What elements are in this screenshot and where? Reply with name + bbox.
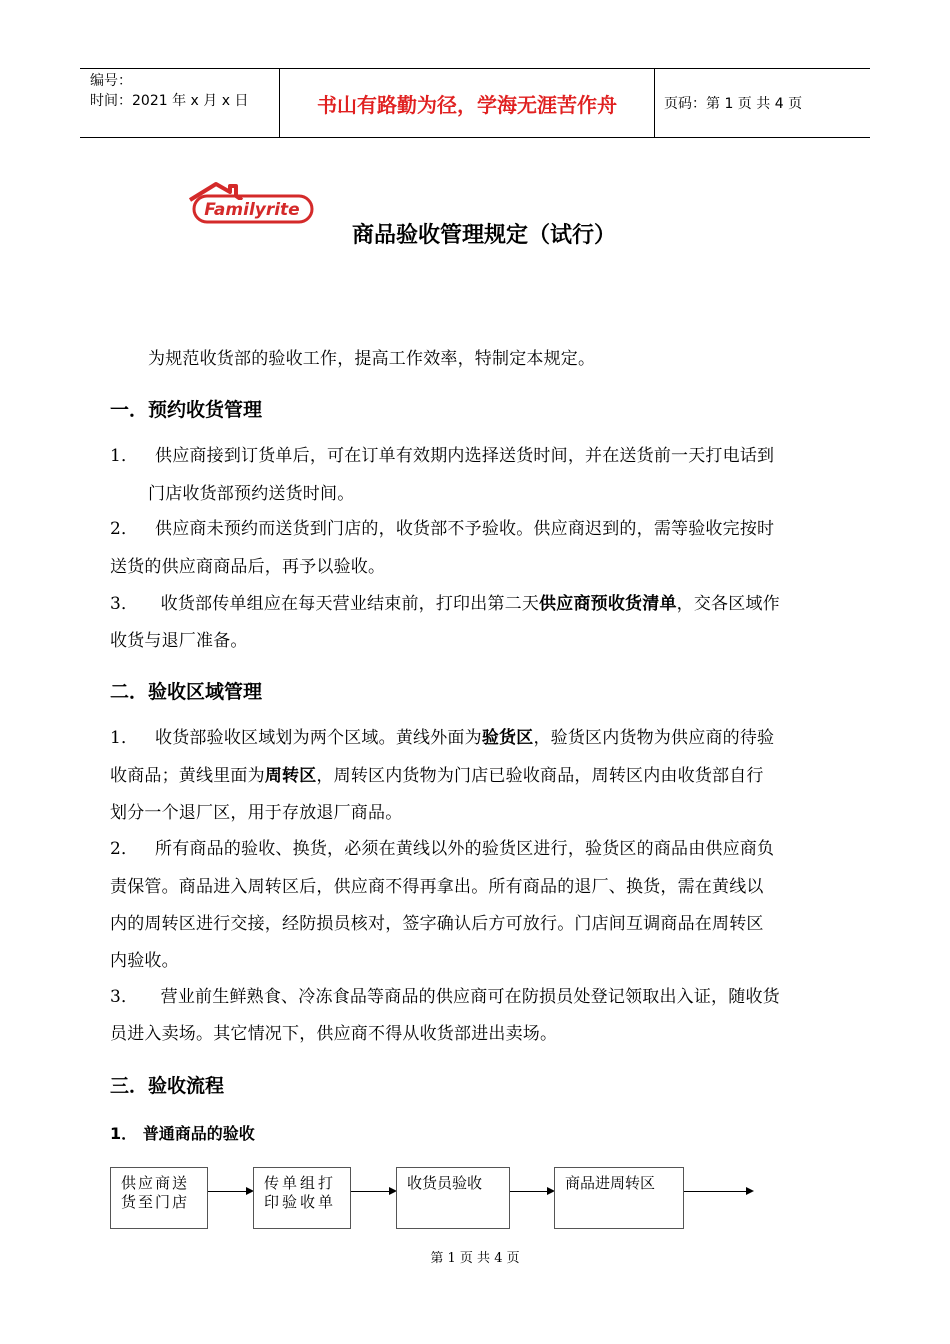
time-label: 时间：2021 年 x 月 x 日 <box>90 93 249 109</box>
flow-arrow-3 <box>510 1191 553 1192</box>
section-heading-2: 二．验收区域管理 <box>110 681 263 703</box>
s1-item-1: 1． 供应商接到订货单后，可在订单有效期内选择送货时间，并在送货前一天打电话到 <box>110 446 775 466</box>
s2-item-1-line3: 划分一个退厂区，用于存放退厂商品。 <box>110 803 403 823</box>
flow-arrow-2 <box>351 1191 395 1192</box>
s1-item-2: 2． 供应商未预约而送货到门店的，收货部不予验收。供应商迟到的，需等验收完按时 <box>110 519 775 539</box>
section-heading-3: 三．验收流程 <box>110 1075 225 1097</box>
s1-item-3: 3． 收货部传单组应在每天营业结束前，打印出第二天供应商预收货清单，交各区域作 <box>110 594 780 614</box>
header-page-info: 页码：第 1 页 共 4 页 <box>664 96 803 112</box>
header-meta <box>80 69 280 137</box>
s1-item-3-cont: 收货与退厂准备。 <box>110 631 248 651</box>
flow-step-2: 传单组打印验收单 <box>253 1167 351 1229</box>
s1-item-1-cont: 门店收货部预约送货时间。 <box>148 484 355 504</box>
flow-step-1: 供应商送货至门店 <box>110 1167 208 1229</box>
s2-item-2-line2: 责保管。商品进入周转区后，供应商不得再拿出。所有商品的退厂、换货，需在黄线以 <box>110 877 764 897</box>
s1-item-2-cont: 送货的供应商商品后，再予以验收。 <box>110 557 386 577</box>
s2-item-3-line2: 员进入卖场。其它情况下，供应商不得从收货部进出卖场。 <box>110 1024 558 1044</box>
document-header <box>80 68 870 138</box>
svg-text:Familyrite: Familyrite <box>204 200 300 220</box>
s2-item-1: 1． 收货部验收区域划为两个区域。黄线外面为验货区，验货区内货物为供应商的待验 <box>110 728 775 748</box>
flow-step-4: 商品进周转区 <box>554 1167 684 1229</box>
s2-item-3: 3． 营业前生鲜熟食、冷冻食品等商品的供应商可在防损员处登记领取出入证，随收货 <box>110 987 780 1007</box>
header-motto: 书山有路勤为径，学海无涯苦作舟 <box>280 69 655 137</box>
flow-arrow-4 <box>684 1191 752 1192</box>
page-footer: 第 1 页 共 4 页 <box>430 1251 520 1266</box>
s2-item-2-line4: 内验收。 <box>110 951 179 971</box>
s2-item-2-line3: 内的周转区进行交接，经防损员核对，签字确认后方可放行。门店间互调商品在周转区 <box>110 914 764 934</box>
s2-item-1-line2: 收商品；黄线里面为周转区，周转区内货物为门店已验收商品，周转区内由收货部自行 <box>110 766 764 786</box>
intro-paragraph: 为规范收货部的验收工作，提高工作效率，特制定本规定。 <box>148 349 596 369</box>
familyrite-logo <box>186 180 320 226</box>
flow-arrow-1 <box>208 1191 252 1192</box>
number-label: 编号： <box>90 73 132 89</box>
s2-item-2: 2． 所有商品的验收、换货，必须在黄线以外的验货区进行，验货区的商品由供应商负 <box>110 839 775 859</box>
flow-step-3: 收货员验收 <box>396 1167 510 1229</box>
subsection-heading: 1． 普通商品的验收 <box>110 1124 255 1143</box>
page-title: 商品验收管理规定（试行） <box>352 223 617 248</box>
section-heading-1: 一．预约收货管理 <box>110 399 263 421</box>
